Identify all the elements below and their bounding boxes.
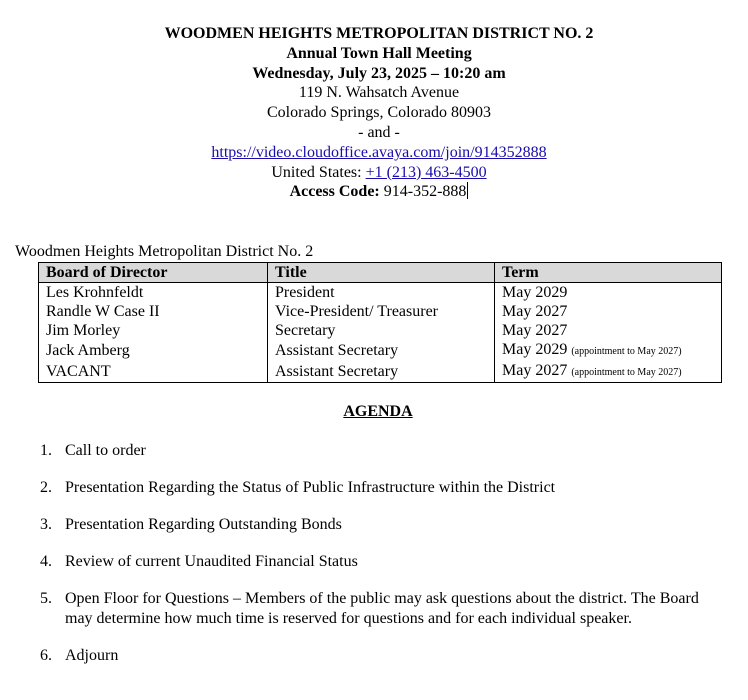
agenda-text: Call to order	[65, 442, 146, 459]
and-separator: - and -	[358, 123, 400, 141]
director-name: Les Krohnfeldt	[39, 283, 268, 303]
director-name: Jim Morley	[39, 321, 268, 340]
term-value: May 2027	[502, 322, 568, 339]
term-value: May 2027	[502, 362, 568, 379]
director-term	[495, 321, 722, 340]
table-row	[39, 321, 722, 340]
list-item	[40, 552, 730, 572]
agenda-text: Presentation Regarding the Status of Public Infrastructure within the District	[65, 479, 556, 496]
agenda-list	[40, 441, 730, 683]
director-name: Randle W Case II	[39, 302, 268, 321]
director-title: Secretary	[268, 321, 495, 340]
agenda-title: AGENDA	[343, 403, 413, 420]
agenda-number: 5.	[40, 590, 52, 607]
agenda-text: Review of current Unaudited Financial Status	[65, 553, 358, 570]
table-row	[39, 340, 722, 361]
address-line-2: Colorado Springs, Colorado 80903	[267, 104, 491, 122]
address-line-1: 119 N. Wahsatch Avenue	[298, 84, 460, 102]
table-row	[39, 361, 722, 383]
access-code-line	[0, 182, 748, 202]
column-header-term: Term	[495, 263, 722, 283]
access-code-label: Access Code:	[289, 183, 380, 201]
agenda-number: 1.	[40, 442, 52, 459]
agenda-number: 2.	[40, 479, 52, 496]
term-value: May 2029	[502, 341, 568, 358]
list-item	[40, 589, 730, 629]
director-title: Vice-President/ Treasurer	[268, 302, 495, 321]
list-item	[40, 478, 730, 498]
meeting-video-link[interactable]: https://video.cloudoffice.avaya.com/join/914352888	[211, 143, 547, 161]
table-row	[39, 283, 722, 303]
term-note: (appointment to May 2027)	[571, 346, 682, 357]
meeting-datetime: Wednesday, July 23, 2025 – 10:20 am	[252, 64, 506, 82]
term-note: (appointment to May 2027)	[571, 367, 682, 378]
term-value: May 2029	[502, 284, 568, 301]
director-title: Assistant Secretary	[268, 340, 495, 361]
agenda-text: Adjourn	[65, 647, 119, 664]
phone-label: United States:	[271, 163, 366, 181]
director-term	[495, 340, 722, 361]
director-term	[495, 361, 722, 383]
column-header-title: Title	[268, 263, 495, 283]
phone-line	[0, 163, 748, 183]
access-code-value: 914-352-888	[379, 183, 467, 201]
director-title: Assistant Secretary	[268, 361, 495, 383]
term-value: May 2027	[502, 303, 568, 320]
meeting-name: Annual Town Hall Meeting	[286, 44, 472, 62]
district-title: WOODMEN HEIGHTS METROPOLITAN DISTRICT NO. 2	[164, 25, 594, 42]
director-title: President	[268, 283, 495, 303]
phone-link[interactable]: +1 (213) 463-4500	[365, 163, 487, 181]
agenda-number: 4.	[40, 553, 52, 570]
column-header-director: Board of Director	[39, 263, 268, 283]
agenda-text: Open Floor for Questions – Members of the public may ask questions about the district. The Board may determine how much time is reserved for questions and for each individual speaker.	[65, 590, 699, 627]
agenda-number: 3.	[40, 516, 52, 533]
list-item	[40, 646, 730, 666]
board-table-header	[39, 263, 722, 283]
board-table	[38, 262, 722, 383]
director-name: Jack Amberg	[39, 340, 268, 361]
table-row	[39, 302, 722, 321]
agenda-text: Presentation Regarding Outstanding Bonds	[65, 516, 342, 533]
board-caption: Woodmen Heights Metropolitan District No. 2	[15, 243, 314, 260]
list-item	[40, 441, 730, 461]
director-name: VACANT	[39, 361, 268, 383]
list-item	[40, 515, 730, 535]
director-term	[495, 283, 722, 303]
director-term	[495, 302, 722, 321]
text-cursor	[467, 182, 468, 199]
agenda-number: 6.	[40, 647, 52, 664]
meeting-header	[0, 24, 748, 202]
